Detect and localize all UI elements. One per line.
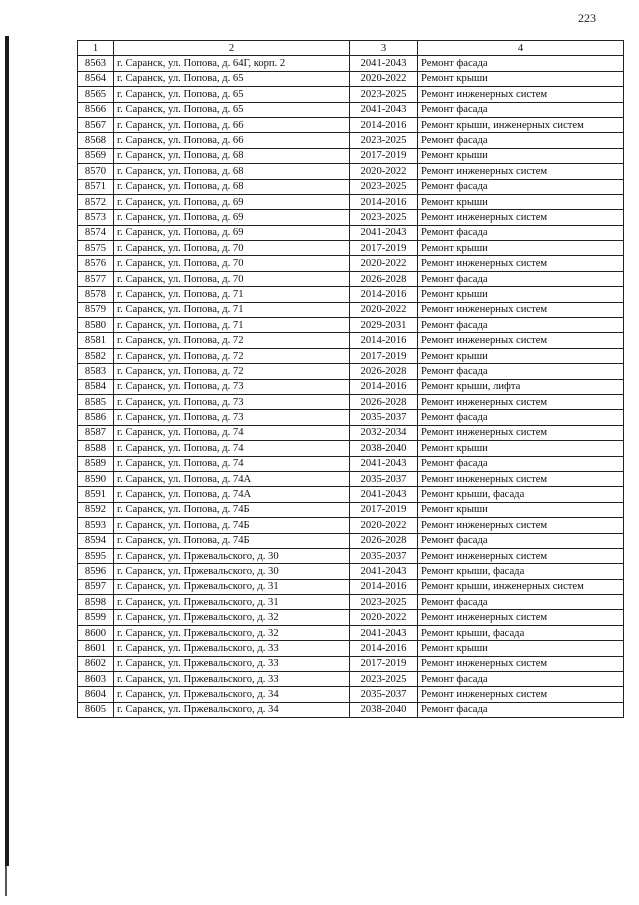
address-cell: г. Саранск, ул. Попова, д. 71 [114, 302, 350, 317]
row-number-cell: 8576 [78, 256, 114, 271]
work-type-cell: Ремонт инженерных систем [418, 394, 624, 409]
period-cell: 2023-2025 [350, 179, 418, 194]
address-cell: г. Саранск, ул. Пржевальского, д. 31 [114, 579, 350, 594]
table-row [78, 641, 624, 656]
period-cell: 2014-2016 [350, 194, 418, 209]
address-cell: г. Саранск, ул. Попова, д. 68 [114, 164, 350, 179]
table-row [78, 410, 624, 425]
row-number-cell: 8601 [78, 641, 114, 656]
row-number-cell: 8567 [78, 117, 114, 132]
address-cell: г. Саранск, ул. Пржевальского, д. 33 [114, 656, 350, 671]
address-cell: г. Саранск, ул. Попова, д. 64Г, корп. 2 [114, 56, 350, 71]
table-row [78, 102, 624, 117]
row-number-cell: 8575 [78, 241, 114, 256]
address-cell: г. Саранск, ул. Пржевальского, д. 30 [114, 564, 350, 579]
work-type-cell: Ремонт крыши, лифта [418, 379, 624, 394]
period-cell: 2020-2022 [350, 71, 418, 86]
period-cell: 2041-2043 [350, 225, 418, 240]
table-row [78, 56, 624, 71]
address-cell: г. Саранск, ул. Пржевальского, д. 33 [114, 672, 350, 687]
row-number-cell: 8605 [78, 702, 114, 717]
row-number-cell: 8595 [78, 548, 114, 563]
period-cell: 2029-2031 [350, 318, 418, 333]
period-cell: 2038-2040 [350, 441, 418, 456]
address-cell: г. Саранск, ул. Пржевальского, д. 33 [114, 641, 350, 656]
address-cell: г. Саранск, ул. Попова, д. 69 [114, 210, 350, 225]
row-number-cell: 8565 [78, 87, 114, 102]
table-row [78, 164, 624, 179]
table-row [78, 502, 624, 517]
work-type-cell: Ремонт фасада [418, 56, 624, 71]
table-body [78, 56, 624, 718]
table-row [78, 471, 624, 486]
work-type-cell: Ремонт инженерных систем [418, 610, 624, 625]
table-row [78, 548, 624, 563]
period-cell: 2023-2025 [350, 133, 418, 148]
period-cell: 2020-2022 [350, 610, 418, 625]
scan-edge-shadow-bottom [5, 866, 7, 896]
row-number-cell: 8600 [78, 625, 114, 640]
address-cell: г. Саранск, ул. Попова, д. 68 [114, 179, 350, 194]
address-cell: г. Саранск, ул. Попова, д. 71 [114, 287, 350, 302]
row-number-cell: 8594 [78, 533, 114, 548]
work-type-cell: Ремонт фасада [418, 364, 624, 379]
address-cell: г. Саранск, ул. Попова, д. 74А [114, 471, 350, 486]
work-type-cell: Ремонт крыши [418, 441, 624, 456]
period-cell: 2035-2037 [350, 471, 418, 486]
table-header-row [78, 41, 624, 56]
period-cell: 2026-2028 [350, 533, 418, 548]
period-cell: 2035-2037 [350, 410, 418, 425]
period-cell: 2014-2016 [350, 641, 418, 656]
row-number-cell: 8602 [78, 656, 114, 671]
work-type-cell: Ремонт инженерных систем [418, 656, 624, 671]
column-header-work-type: 4 [418, 41, 624, 56]
period-cell: 2014-2016 [350, 333, 418, 348]
address-cell: г. Саранск, ул. Попова, д. 70 [114, 241, 350, 256]
work-type-cell: Ремонт фасада [418, 179, 624, 194]
row-number-cell: 8604 [78, 687, 114, 702]
address-cell: г. Саранск, ул. Попова, д. 70 [114, 271, 350, 286]
table-row [78, 533, 624, 548]
row-number-cell: 8599 [78, 610, 114, 625]
column-header-period: 3 [350, 41, 418, 56]
row-number-cell: 8584 [78, 379, 114, 394]
address-cell: г. Саранск, ул. Попова, д. 68 [114, 148, 350, 163]
period-cell: 2035-2037 [350, 687, 418, 702]
period-cell: 2017-2019 [350, 148, 418, 163]
row-number-cell: 8564 [78, 71, 114, 86]
row-number-cell: 8590 [78, 471, 114, 486]
period-cell: 2020-2022 [350, 164, 418, 179]
period-cell: 2020-2022 [350, 518, 418, 533]
address-cell: г. Саранск, ул. Попова, д. 74 [114, 425, 350, 440]
row-number-cell: 8591 [78, 487, 114, 502]
work-type-cell: Ремонт фасада [418, 225, 624, 240]
table-row [78, 564, 624, 579]
work-type-cell: Ремонт крыши [418, 287, 624, 302]
work-type-cell: Ремонт фасада [418, 702, 624, 717]
address-cell: г. Саранск, ул. Попова, д. 69 [114, 194, 350, 209]
table-row [78, 702, 624, 717]
address-cell: г. Саранск, ул. Попова, д. 66 [114, 117, 350, 132]
period-cell: 2041-2043 [350, 56, 418, 71]
row-number-cell: 8569 [78, 148, 114, 163]
table-row [78, 379, 624, 394]
period-cell: 2017-2019 [350, 502, 418, 517]
table-row [78, 194, 624, 209]
work-type-cell: Ремонт крыши, инженерных систем [418, 579, 624, 594]
table-row [78, 117, 624, 132]
repair-schedule-table [77, 40, 624, 718]
table-row [78, 148, 624, 163]
row-number-cell: 8573 [78, 210, 114, 225]
period-cell: 2017-2019 [350, 656, 418, 671]
address-cell: г. Саранск, ул. Попова, д. 74Б [114, 502, 350, 517]
work-type-cell: Ремонт фасада [418, 595, 624, 610]
work-type-cell: Ремонт крыши [418, 148, 624, 163]
table-row [78, 71, 624, 86]
period-cell: 2017-2019 [350, 348, 418, 363]
row-number-cell: 8587 [78, 425, 114, 440]
address-cell: г. Саранск, ул. Попова, д. 73 [114, 410, 350, 425]
table-row [78, 348, 624, 363]
address-cell: г. Саранск, ул. Попова, д. 74Б [114, 533, 350, 548]
address-cell: г. Саранск, ул. Пржевальского, д. 32 [114, 610, 350, 625]
address-cell: г. Саранск, ул. Попова, д. 74Б [114, 518, 350, 533]
address-cell: г. Саранск, ул. Попова, д. 65 [114, 87, 350, 102]
address-cell: г. Саранск, ул. Попова, д. 71 [114, 318, 350, 333]
row-number-cell: 8598 [78, 595, 114, 610]
table-row [78, 225, 624, 240]
row-number-cell: 8571 [78, 179, 114, 194]
period-cell: 2017-2019 [350, 241, 418, 256]
address-cell: г. Саранск, ул. Пржевальского, д. 30 [114, 548, 350, 563]
page-number: 223 [578, 11, 596, 25]
work-type-cell: Ремонт инженерных систем [418, 687, 624, 702]
work-type-cell: Ремонт инженерных систем [418, 210, 624, 225]
address-cell: г. Саранск, ул. Попова, д. 74А [114, 487, 350, 502]
work-type-cell: Ремонт фасада [418, 102, 624, 117]
period-cell: 2023-2025 [350, 672, 418, 687]
work-type-cell: Ремонт инженерных систем [418, 333, 624, 348]
table-row [78, 518, 624, 533]
table-row [78, 595, 624, 610]
table-row [78, 656, 624, 671]
address-cell: г. Саранск, ул. Попова, д. 74 [114, 441, 350, 456]
row-number-cell: 8581 [78, 333, 114, 348]
table-row [78, 441, 624, 456]
column-header-number: 1 [78, 41, 114, 56]
work-type-cell: Ремонт фасада [418, 456, 624, 471]
work-type-cell: Ремонт крыши [418, 71, 624, 86]
address-cell: г. Саранск, ул. Попова, д. 72 [114, 364, 350, 379]
address-cell: г. Саранск, ул. Попова, д. 69 [114, 225, 350, 240]
table-row [78, 241, 624, 256]
row-number-cell: 8583 [78, 364, 114, 379]
table-row [78, 87, 624, 102]
period-cell: 2020-2022 [350, 256, 418, 271]
address-cell: г. Саранск, ул. Попова, д. 66 [114, 133, 350, 148]
period-cell: 2020-2022 [350, 302, 418, 317]
period-cell: 2026-2028 [350, 364, 418, 379]
table-row [78, 625, 624, 640]
row-number-cell: 8585 [78, 394, 114, 409]
row-number-cell: 8570 [78, 164, 114, 179]
address-cell: г. Саранск, ул. Попова, д. 72 [114, 333, 350, 348]
work-type-cell: Ремонт инженерных систем [418, 302, 624, 317]
work-type-cell: Ремонт крыши, фасада [418, 487, 624, 502]
table-row [78, 179, 624, 194]
table-row [78, 394, 624, 409]
row-number-cell: 8577 [78, 271, 114, 286]
work-type-cell: Ремонт фасада [418, 271, 624, 286]
row-number-cell: 8596 [78, 564, 114, 579]
table-row [78, 610, 624, 625]
row-number-cell: 8597 [78, 579, 114, 594]
table-row [78, 687, 624, 702]
work-type-cell: Ремонт крыши [418, 502, 624, 517]
table-row [78, 133, 624, 148]
table-row [78, 425, 624, 440]
period-cell: 2041-2043 [350, 625, 418, 640]
work-type-cell: Ремонт инженерных систем [418, 548, 624, 563]
period-cell: 2014-2016 [350, 117, 418, 132]
period-cell: 2023-2025 [350, 210, 418, 225]
work-type-cell: Ремонт крыши, инженерных систем [418, 117, 624, 132]
row-number-cell: 8592 [78, 502, 114, 517]
address-cell: г. Саранск, ул. Пржевальского, д. 34 [114, 702, 350, 717]
work-type-cell: Ремонт инженерных систем [418, 87, 624, 102]
address-cell: г. Саранск, ул. Попова, д. 65 [114, 71, 350, 86]
work-type-cell: Ремонт крыши [418, 641, 624, 656]
table-row [78, 364, 624, 379]
period-cell: 2041-2043 [350, 564, 418, 579]
table-row [78, 287, 624, 302]
work-type-cell: Ремонт крыши [418, 194, 624, 209]
address-cell: г. Саранск, ул. Попова, д. 72 [114, 348, 350, 363]
table-row [78, 318, 624, 333]
period-cell: 2026-2028 [350, 394, 418, 409]
address-cell: г. Саранск, ул. Попова, д. 65 [114, 102, 350, 117]
period-cell: 2035-2037 [350, 548, 418, 563]
period-cell: 2014-2016 [350, 379, 418, 394]
period-cell: 2026-2028 [350, 271, 418, 286]
work-type-cell: Ремонт инженерных систем [418, 256, 624, 271]
address-cell: г. Саранск, ул. Попова, д. 73 [114, 379, 350, 394]
period-cell: 2041-2043 [350, 102, 418, 117]
row-number-cell: 8574 [78, 225, 114, 240]
address-cell: г. Саранск, ул. Пржевальского, д. 31 [114, 595, 350, 610]
row-number-cell: 8589 [78, 456, 114, 471]
address-cell: г. Саранск, ул. Пржевальского, д. 34 [114, 687, 350, 702]
address-cell: г. Саранск, ул. Пржевальского, д. 32 [114, 625, 350, 640]
work-type-cell: Ремонт фасада [418, 133, 624, 148]
row-number-cell: 8580 [78, 318, 114, 333]
table-row [78, 672, 624, 687]
scan-edge-shadow [5, 36, 9, 866]
row-number-cell: 8603 [78, 672, 114, 687]
table-row [78, 271, 624, 286]
table-row [78, 579, 624, 594]
table-row [78, 333, 624, 348]
table-row [78, 302, 624, 317]
period-cell: 2032-2034 [350, 425, 418, 440]
work-type-cell: Ремонт фасада [418, 672, 624, 687]
work-type-cell: Ремонт фасада [418, 318, 624, 333]
row-number-cell: 8579 [78, 302, 114, 317]
row-number-cell: 8568 [78, 133, 114, 148]
work-type-cell: Ремонт крыши [418, 348, 624, 363]
period-cell: 2038-2040 [350, 702, 418, 717]
row-number-cell: 8566 [78, 102, 114, 117]
row-number-cell: 8593 [78, 518, 114, 533]
address-cell: г. Саранск, ул. Попова, д. 74 [114, 456, 350, 471]
work-type-cell: Ремонт инженерных систем [418, 425, 624, 440]
row-number-cell: 8563 [78, 56, 114, 71]
period-cell: 2041-2043 [350, 456, 418, 471]
work-type-cell: Ремонт инженерных систем [418, 471, 624, 486]
work-type-cell: Ремонт фасада [418, 533, 624, 548]
period-cell: 2014-2016 [350, 579, 418, 594]
period-cell: 2023-2025 [350, 595, 418, 610]
table-row [78, 210, 624, 225]
row-number-cell: 8588 [78, 441, 114, 456]
work-type-cell: Ремонт крыши, фасада [418, 564, 624, 579]
table-row [78, 456, 624, 471]
row-number-cell: 8586 [78, 410, 114, 425]
column-header-address: 2 [114, 41, 350, 56]
table-row [78, 256, 624, 271]
work-type-cell: Ремонт инженерных систем [418, 518, 624, 533]
work-type-cell: Ремонт инженерных систем [418, 164, 624, 179]
period-cell: 2023-2025 [350, 87, 418, 102]
row-number-cell: 8578 [78, 287, 114, 302]
work-type-cell: Ремонт фасада [418, 410, 624, 425]
table-row [78, 487, 624, 502]
work-type-cell: Ремонт крыши, фасада [418, 625, 624, 640]
address-cell: г. Саранск, ул. Попова, д. 73 [114, 394, 350, 409]
period-cell: 2014-2016 [350, 287, 418, 302]
period-cell: 2041-2043 [350, 487, 418, 502]
row-number-cell: 8572 [78, 194, 114, 209]
row-number-cell: 8582 [78, 348, 114, 363]
work-type-cell: Ремонт крыши [418, 241, 624, 256]
address-cell: г. Саранск, ул. Попова, д. 70 [114, 256, 350, 271]
